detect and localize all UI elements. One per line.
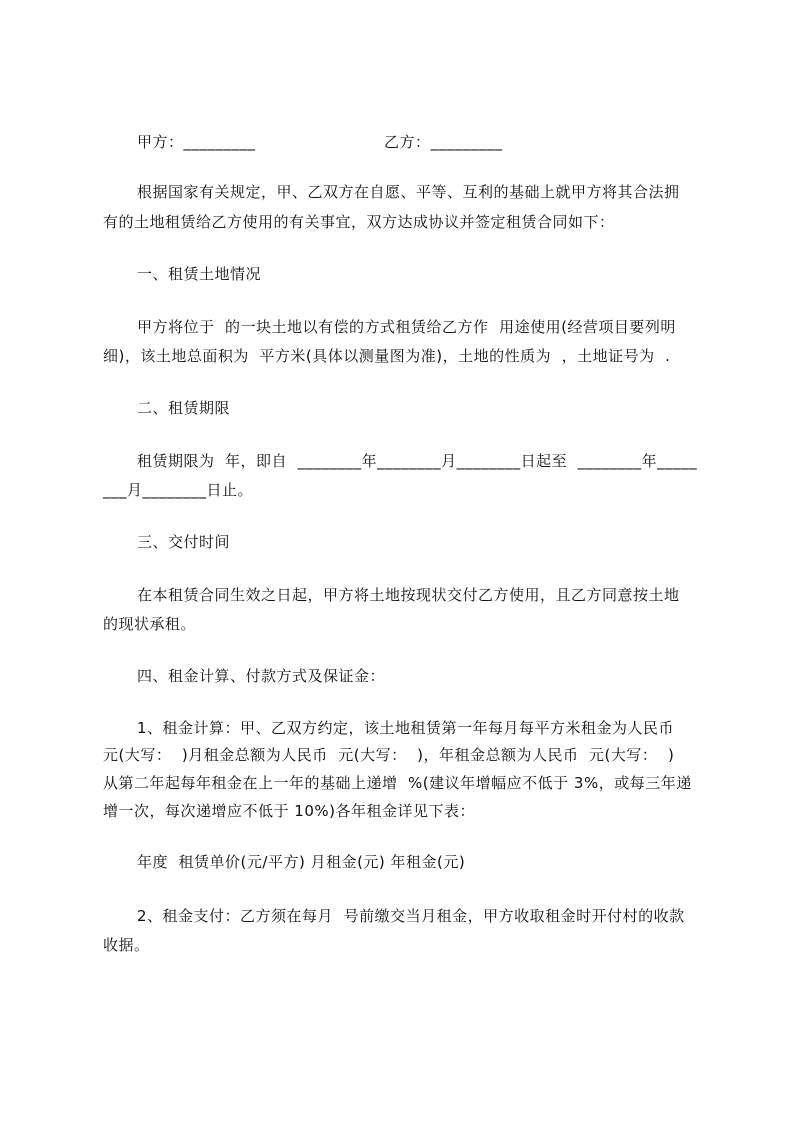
section1-line-1: 甲方将位于 的一块土地以有偿的方式租赁给乙方作 用途使用(经营项目要列明 bbox=[137, 318, 676, 336]
intro-line-1: 根据国家有关规定，甲、乙双方在自愿、平等、互利的基础上就甲方将其合法拥 bbox=[137, 183, 680, 201]
section3-heading: 三、交付时间 bbox=[137, 533, 231, 551]
section2-heading: 二、租赁期限 bbox=[137, 399, 231, 417]
section1-heading: 一、租赁土地情况 bbox=[137, 265, 262, 283]
section1-line-2: 细)，该土地总面积为 平方米(具体以测量图为准)，土地的性质为 ，土地证号为 . bbox=[103, 347, 671, 365]
section4-item2-line-1: 2、租金支付：乙方须在每月 号前缴交当月租金，甲方收取租金时开付村的收款 bbox=[137, 907, 685, 925]
section4-item1-line-1: 1、租金计算：甲、乙双方约定，该土地租赁第一年每月每平方米租金为人民币 bbox=[137, 719, 675, 737]
section3-line-1: 在本租赁合同生效之日起，甲方将土地按现状交付乙方使用，且乙方同意按土地 bbox=[137, 586, 680, 604]
section4-heading: 四、租金计算、付款方式及保证金： bbox=[137, 667, 386, 685]
section2-line-1: 租赁期限为 年，即自 ________年________月________日起至 ________年_____ bbox=[137, 452, 698, 470]
section4-item2-line-2: 收据。 bbox=[103, 936, 150, 954]
section4-item1-line-3: 从第二年起每年租金在上一年的基础上递增 %(建议年增幅应不低于 3%，或每三年递 bbox=[103, 774, 692, 792]
intro-line-2: 有的土地租赁给乙方使用的有关事宜，双方达成协议并签定租赁合同如下： bbox=[103, 213, 615, 231]
section2-line-2: ___月________日止。 bbox=[103, 481, 254, 499]
section4-item1-line-4: 增一次，每次递增应不低于 10%)各年租金详见下表： bbox=[103, 802, 475, 820]
rent-table-header: 年度 租赁单价(元/平方) 月租金(元) 年租金(元) bbox=[137, 853, 466, 871]
section3-line-2: 的现状承租。 bbox=[103, 615, 197, 633]
party-b-line: 乙方：_________ bbox=[384, 133, 503, 151]
section4-item1-line-2: 元(大写： )月租金总额为人民币 元(大写： )，年租金总额为人民币 元(大写： ) bbox=[103, 746, 675, 764]
party-a-line: 甲方：_________ bbox=[137, 133, 256, 151]
